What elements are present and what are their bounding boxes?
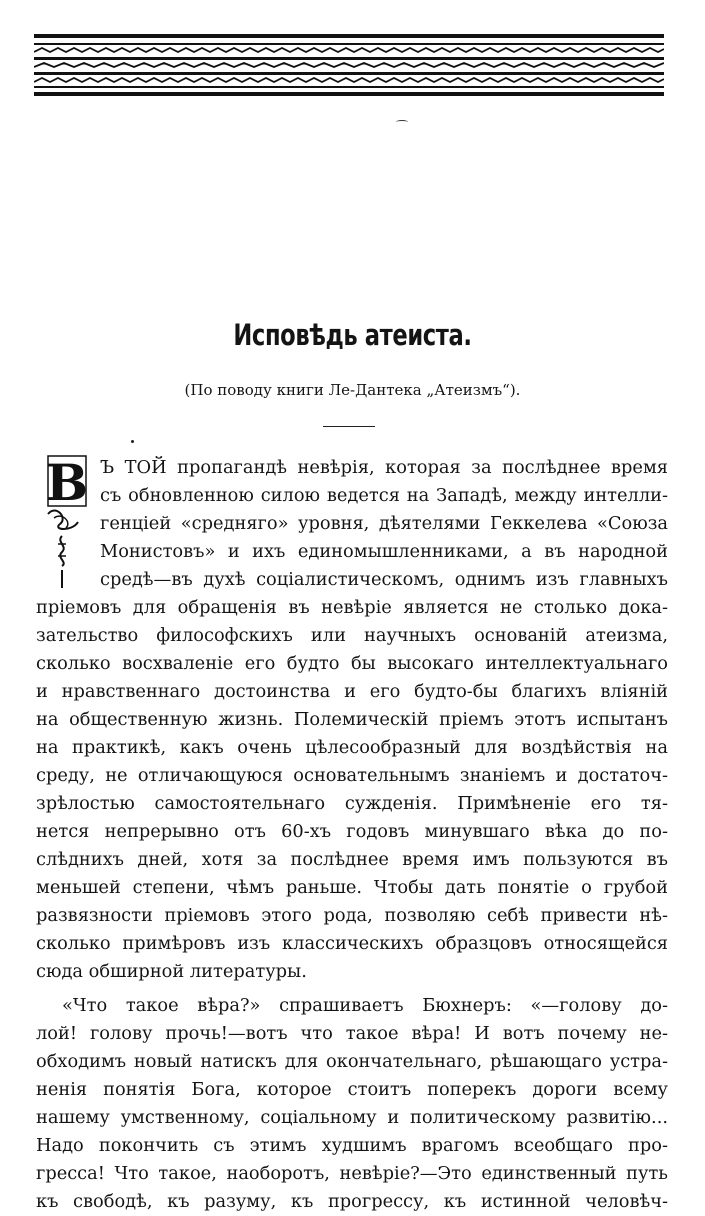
ink-speck [396,120,408,124]
text-line: на практикѣ, какъ очень цѣлесообразный для воздѣйствія на [36,737,668,758]
drop-cap-initial [42,452,96,592]
text-line: развязности пріемовъ этого рода, позволяю себѣ привести нѣ- [36,905,668,926]
text-line: «Что такое вѣра?» спрашиваетъ Бюхнеръ: «—голову до- [62,995,668,1016]
text-line: Ъ ТОЙ пропагандѣ невѣрія, которая за послѣднее время [100,457,668,478]
title-divider [323,426,375,427]
ink-dot [131,440,134,443]
text-line: Монистовъ» и ихъ единомышленниками, а въ народной [100,541,668,562]
text-line: сколько восхваленіе его будто бы высокаго интеллектуальнаго [36,653,668,674]
text-line: съ обновленною силою ведется на Западѣ, между интелли- [100,485,668,506]
text-line: къ свободѣ, къ разуму, къ прогрессу, къ истинной человѣч- [36,1191,668,1212]
text-line: средѣ—въ духѣ соціалистическомъ, однимъ изъ главныхъ [100,569,668,590]
subtitle: (По поводу книги Ле-Дантека „Атеизмъ“). [184,381,521,399]
text-line: зрѣлостью самостоятельнаго сужденія. Примѣненіе его тя- [36,793,668,814]
text-line: нется непрерывно отъ 60-хъ годовъ минувшаго вѣка до по- [36,821,668,842]
text-line: ненія понятія Бога, которое стоитъ поперекъ дороги всему [36,1079,668,1100]
text-line: среду, не отличающуюся основательнымъ знаніемъ и достаточ- [36,765,668,786]
text-line: Надо покончить съ этимъ худшимъ врагомъ всеобщаго про- [36,1135,668,1156]
text-line: пріемовъ для обращенія въ невѣріе является не столько дока- [36,597,668,618]
text-line: слѣднихъ дней, хотя за послѣднее время имъ пользуются въ [36,849,668,870]
text-line: зательство философскихъ или научныхъ основаній атеизма, [36,625,668,646]
text-line: гресса! Что такое, наоборотъ, невѣріе?—Это единственный путь [36,1163,668,1184]
text-line: лой! голову прочь!—вотъ что такое вѣра! И вотъ почему не- [36,1023,668,1044]
page-title: Исповѣдь атеиста. [233,318,472,352]
text-line: на общественную жизнь. Полемическій пріемъ этотъ испытанъ [36,709,668,730]
text-line: меньшей степени, чѣмъ раньше. Чтобы дать понятіе о грубой [36,877,668,898]
text-line: нашему умственному, соціальному и политическому развитію... [36,1107,668,1128]
drop-cap-letter: В [45,453,89,512]
text-line: обходимъ новый натискъ для окончательнаго, рѣшающаго устра- [36,1051,668,1072]
text-line: генціей «средняго» уровня, дѣятелями Геккелева «Союза [100,513,668,534]
text-line: и нравственнаго достоинства и его будто-бы благихъ вліяній [36,681,668,702]
text-line: сколько примѣровъ изъ классическихъ образцовъ относящейся [36,933,668,954]
ornamental-header-band [34,34,664,96]
text-line: сюда обширной литературы. [36,961,307,982]
